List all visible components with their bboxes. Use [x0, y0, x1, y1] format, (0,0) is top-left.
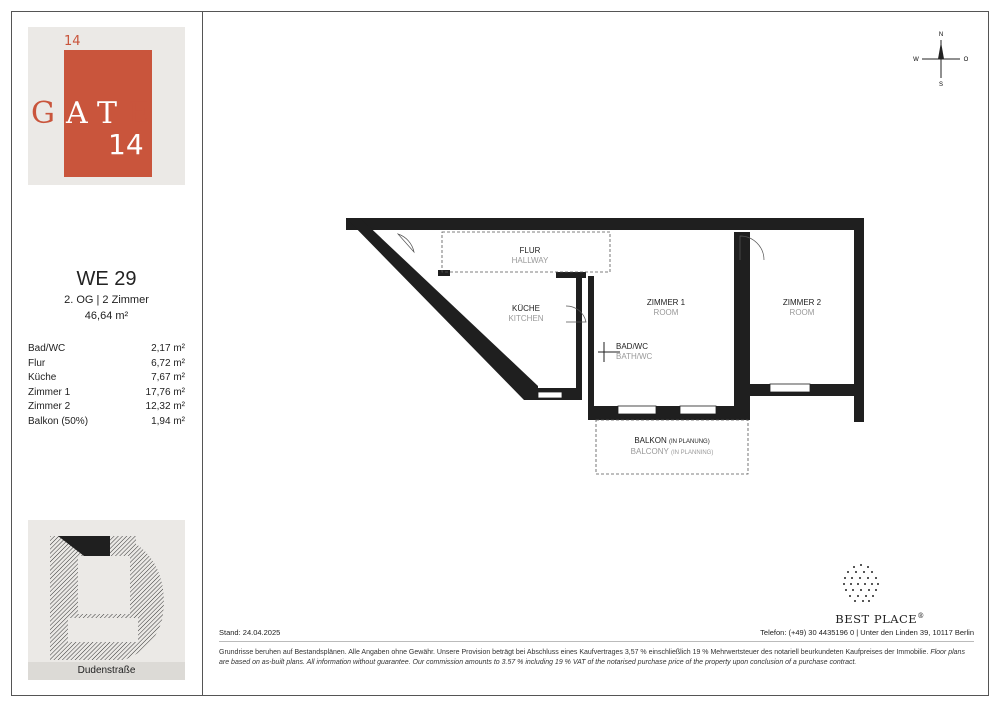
room-name: Zimmer 2: [28, 401, 71, 412]
room-row: [28, 371, 185, 386]
courtyard-lower: [68, 618, 138, 642]
label-kueche: KÜCHE KITCHEN: [508, 304, 544, 323]
room-area: 12,32 m²: [145, 401, 185, 412]
courtyard: [78, 556, 130, 614]
room-row: [28, 357, 185, 372]
label-zimmer1: ZIMMER 1 ROOM: [646, 298, 686, 317]
unit-title: WE 29: [76, 268, 137, 290]
stand-date: Stand: 24.04.2025: [219, 628, 281, 637]
room-name: Küche: [28, 372, 57, 383]
room-name: Flur: [28, 357, 46, 369]
unit-total-area: 46,64 m²: [84, 310, 129, 322]
label-bad: BAD/WC BATH/WC: [616, 342, 653, 361]
room-row: [28, 400, 185, 415]
compass: [910, 28, 972, 90]
logo-small-number: 14: [64, 34, 81, 49]
room-row: [28, 415, 185, 430]
logo-big-number: 14: [108, 128, 144, 161]
unit-subtitle: 2. OG | 2 Zimmer: [64, 294, 149, 306]
disclaimer-en: Floor plans are based on as-built plans. All information without guarantee. Our commission amounts to 3.57 % including 19 % VAT of the notarised purchase price of the property upon conclusion of a purchase contract.: [219, 649, 965, 666]
floor-plan: [340, 212, 870, 482]
best-place-dot-icon: [838, 560, 884, 606]
label-flur: FLUR HALLWAY: [511, 246, 549, 265]
room-row: [28, 386, 185, 401]
compass-east: O: [963, 57, 969, 63]
room-area: 17,76 m²: [145, 386, 185, 398]
label-zimmer2: ZIMMER 2 ROOM: [782, 298, 822, 317]
street-label: Dudenstraße: [28, 662, 185, 680]
room-name: Balkon (50%): [28, 415, 89, 427]
sidebar-divider: [202, 11, 203, 696]
site-plan: [28, 520, 185, 680]
label-balkon: BALKON (IN PLANUNG) BALCONY (IN PLANNING): [630, 436, 714, 456]
logo-word-text: GATE: [31, 96, 161, 131]
disclaimer-de: Grundrisse beruhen auf Bestandsplänen. Alle Angaben ohne Gewähr. Unsere Provision beträgt bei Abschluss eines Kaufvertrages 3,57 % einschließlich 19 % Mehrwertsteuer des notariell beurkundeten Kaufpreises der Immobilie.: [219, 649, 929, 656]
room-name: Zimmer 1: [28, 386, 71, 398]
logo-word: [31, 96, 185, 131]
compass-west: W: [913, 57, 919, 63]
room-row: [28, 342, 185, 357]
room-area: 6,72 m²: [151, 357, 185, 369]
room-area-list: [28, 342, 185, 429]
disclaimer: [219, 648, 974, 668]
room-area: 1,94 m²: [151, 415, 185, 427]
compass-south: S: [938, 82, 944, 88]
contact-info: Telefon: (+49) 30 4435196 0 | Unter den Linden 39, 10117 Berlin: [760, 628, 974, 637]
room-area: 7,67 m²: [151, 372, 185, 383]
room-area: 2,17 m²: [151, 343, 185, 354]
compass-north: N: [938, 32, 944, 38]
compass-rose-icon: [910, 28, 972, 90]
footer-divider: [219, 641, 974, 642]
site-plan-drawing: [28, 520, 185, 680]
best-place-brand: BEST PLACE®: [835, 612, 925, 626]
room-name: Bad/WC: [28, 343, 66, 354]
